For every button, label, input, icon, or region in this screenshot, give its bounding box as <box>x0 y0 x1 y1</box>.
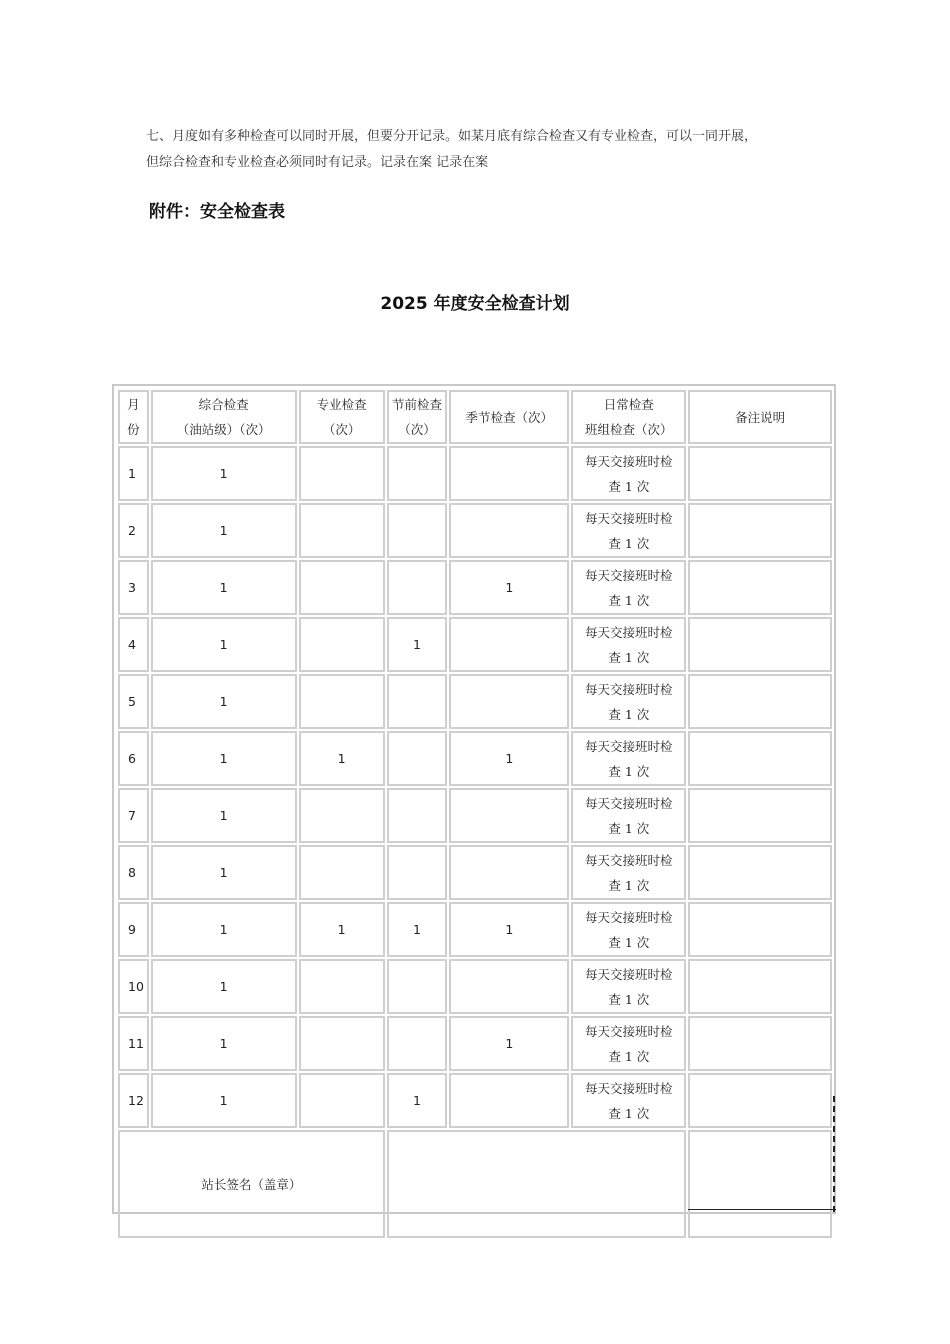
cell-month: 5 <box>118 674 149 729</box>
cell-comprehensive: 1 <box>151 1073 297 1128</box>
header-daily-line2: 班组检查（次） <box>585 422 673 437</box>
cell-holiday <box>387 560 448 615</box>
cell-holiday: 1 <box>387 1073 448 1128</box>
cell-month: 2 <box>118 503 149 558</box>
cell-holiday <box>387 1016 448 1071</box>
header-professional <box>299 390 385 444</box>
cell-seasonal: 1 <box>449 902 569 957</box>
cell-daily-line1: 每天交接班时检 <box>585 795 673 811</box>
cell-daily <box>571 959 686 1014</box>
header-comprehensive-line1: 综合检查 <box>198 397 249 412</box>
cell-daily-line1: 每天交接班时检 <box>585 1023 673 1039</box>
cell-month: 8 <box>118 845 149 900</box>
header-comprehensive-line2: （油站级）（次） <box>176 422 271 437</box>
cell-daily <box>571 674 686 729</box>
cell-daily-line2: 查 1 次 <box>608 934 650 950</box>
cell-professional <box>299 788 385 843</box>
cell-daily-line2: 查 1 次 <box>608 763 650 779</box>
table-row <box>118 503 832 558</box>
cell-daily-line2: 查 1 次 <box>608 877 650 893</box>
cell-month: 7 <box>118 788 149 843</box>
header-daily-line1: 日常检查 <box>603 397 654 412</box>
cell-daily-line2: 查 1 次 <box>608 649 650 665</box>
cell-month: 3 <box>118 560 149 615</box>
cell-daily <box>571 902 686 957</box>
header-month <box>118 390 149 444</box>
cell-comprehensive: 1 <box>151 1016 297 1071</box>
cell-comprehensive: 1 <box>151 845 297 900</box>
inspection-table-frame <box>112 384 836 1214</box>
table-row <box>118 731 832 786</box>
cell-professional <box>299 959 385 1014</box>
table-row <box>118 788 832 843</box>
attachment-title: 附件：安全检查表 <box>149 202 285 222</box>
table-row <box>118 902 832 957</box>
cell-comprehensive: 1 <box>151 788 297 843</box>
signature-row <box>118 1130 832 1238</box>
cell-seasonal <box>449 446 569 501</box>
inspection-plan-table <box>116 388 834 1240</box>
cell-remarks <box>688 731 832 786</box>
cell-daily-line2: 查 1 次 <box>608 820 650 836</box>
cell-month: 12 <box>118 1073 149 1128</box>
cell-holiday: 1 <box>387 617 448 672</box>
cell-professional <box>299 560 385 615</box>
cell-holiday <box>387 503 448 558</box>
cell-professional <box>299 845 385 900</box>
cell-remarks <box>688 1073 832 1128</box>
cell-daily-line2: 查 1 次 <box>608 1105 650 1121</box>
cell-holiday <box>387 731 448 786</box>
cell-remarks <box>688 959 832 1014</box>
cell-daily-line1: 每天交接班时检 <box>585 624 673 640</box>
signature-dashed-border <box>833 1096 835 1212</box>
cell-daily-line1: 每天交接班时检 <box>585 510 673 526</box>
cell-seasonal: 1 <box>449 731 569 786</box>
header-month-line2: 份 <box>127 422 140 437</box>
cell-daily <box>571 503 686 558</box>
header-daily <box>571 390 686 444</box>
header-holiday <box>387 390 448 444</box>
cell-remarks <box>688 560 832 615</box>
cell-daily-line2: 查 1 次 <box>608 535 650 551</box>
cell-holiday <box>387 674 448 729</box>
cell-daily-line2: 查 1 次 <box>608 991 650 1007</box>
cell-professional <box>299 1073 385 1128</box>
header-month-line1: 月 <box>127 397 140 412</box>
table-row <box>118 1073 832 1128</box>
cell-remarks <box>688 503 832 558</box>
cell-comprehensive: 1 <box>151 674 297 729</box>
cell-professional: 1 <box>299 902 385 957</box>
cell-professional <box>299 674 385 729</box>
cell-professional: 1 <box>299 731 385 786</box>
cell-comprehensive: 1 <box>151 446 297 501</box>
cell-month: 6 <box>118 731 149 786</box>
cell-remarks <box>688 845 832 900</box>
cell-daily-line1: 每天交接班时检 <box>585 966 673 982</box>
cell-daily-line2: 查 1 次 <box>608 706 650 722</box>
cell-daily-line1: 每天交接班时检 <box>585 909 673 925</box>
cell-holiday <box>387 959 448 1014</box>
header-professional-line2: （次） <box>322 422 361 437</box>
cell-holiday: 1 <box>387 902 448 957</box>
cell-month: 9 <box>118 902 149 957</box>
cell-comprehensive: 1 <box>151 731 297 786</box>
cell-month: 1 <box>118 446 149 501</box>
cell-month: 11 <box>118 1016 149 1071</box>
cell-daily-line2: 查 1 次 <box>608 1048 650 1064</box>
cell-daily <box>571 617 686 672</box>
cell-seasonal <box>449 674 569 729</box>
plan-title: 2025 年度安全检查计划 <box>380 294 570 314</box>
cell-daily-line1: 每天交接班时检 <box>585 453 673 469</box>
cell-remarks <box>688 617 832 672</box>
cell-daily <box>571 446 686 501</box>
cell-daily <box>571 560 686 615</box>
signature-label: 站长签名（盖章） <box>118 1130 385 1238</box>
cell-seasonal <box>449 617 569 672</box>
cell-comprehensive: 1 <box>151 617 297 672</box>
cell-seasonal <box>449 503 569 558</box>
cell-comprehensive: 1 <box>151 560 297 615</box>
header-comprehensive <box>151 390 297 444</box>
header-seasonal: 季节检查（次） <box>449 390 569 444</box>
cell-professional <box>299 503 385 558</box>
cell-remarks <box>688 1016 832 1071</box>
header-professional-line1: 专业检查 <box>316 397 367 412</box>
cell-seasonal <box>449 788 569 843</box>
table-row <box>118 1016 832 1071</box>
cell-professional <box>299 446 385 501</box>
cell-daily-line1: 每天交接班时检 <box>585 1080 673 1096</box>
signature-extra-cell <box>688 1130 832 1238</box>
cell-daily-line1: 每天交接班时检 <box>585 567 673 583</box>
table-row <box>118 617 832 672</box>
cell-daily <box>571 845 686 900</box>
intro-paragraph <box>146 124 836 176</box>
cell-remarks <box>688 788 832 843</box>
cell-daily-line1: 每天交接班时检 <box>585 681 673 697</box>
cell-seasonal <box>449 845 569 900</box>
header-remarks: 备注说明 <box>688 390 832 444</box>
cell-seasonal: 1 <box>449 1016 569 1071</box>
table-row <box>118 560 832 615</box>
cell-comprehensive: 1 <box>151 959 297 1014</box>
header-holiday-line1: 节前检查 <box>391 397 442 412</box>
cell-month: 4 <box>118 617 149 672</box>
cell-seasonal: 1 <box>449 560 569 615</box>
table-row <box>118 845 832 900</box>
cell-daily-line2: 查 1 次 <box>608 478 650 494</box>
header-holiday-line2: （次） <box>398 422 436 437</box>
table-row <box>118 674 832 729</box>
header-row <box>118 390 832 444</box>
cell-holiday <box>387 446 448 501</box>
cell-seasonal <box>449 1073 569 1128</box>
cell-month: 10 <box>118 959 149 1014</box>
cell-comprehensive: 1 <box>151 902 297 957</box>
cell-comprehensive: 1 <box>151 503 297 558</box>
cell-professional <box>299 1016 385 1071</box>
cell-daily <box>571 788 686 843</box>
cell-remarks <box>688 674 832 729</box>
cell-holiday <box>387 788 448 843</box>
cell-professional <box>299 617 385 672</box>
cell-seasonal <box>449 959 569 1014</box>
cell-daily <box>571 731 686 786</box>
intro-line-1: 七、月度如有多种检查可以同时开展，但要分开记录。如某月底有综合检查又有专业检查，可以一同开展， <box>146 129 758 144</box>
cell-daily <box>571 1016 686 1071</box>
cell-holiday <box>387 845 448 900</box>
signature-field <box>387 1130 687 1238</box>
signature-bottom-rule <box>688 1209 836 1210</box>
cell-daily-line2: 查 1 次 <box>608 592 650 608</box>
intro-line-2: 但综合检查和专业检查必须同时有记录。记录在案 记录在案 <box>146 155 489 170</box>
cell-daily-line1: 每天交接班时检 <box>585 738 673 754</box>
cell-daily-line1: 每天交接班时检 <box>585 852 673 868</box>
cell-daily <box>571 1073 686 1128</box>
cell-remarks <box>688 902 832 957</box>
cell-remarks <box>688 446 832 501</box>
table-row <box>118 959 832 1014</box>
table-row <box>118 446 832 501</box>
